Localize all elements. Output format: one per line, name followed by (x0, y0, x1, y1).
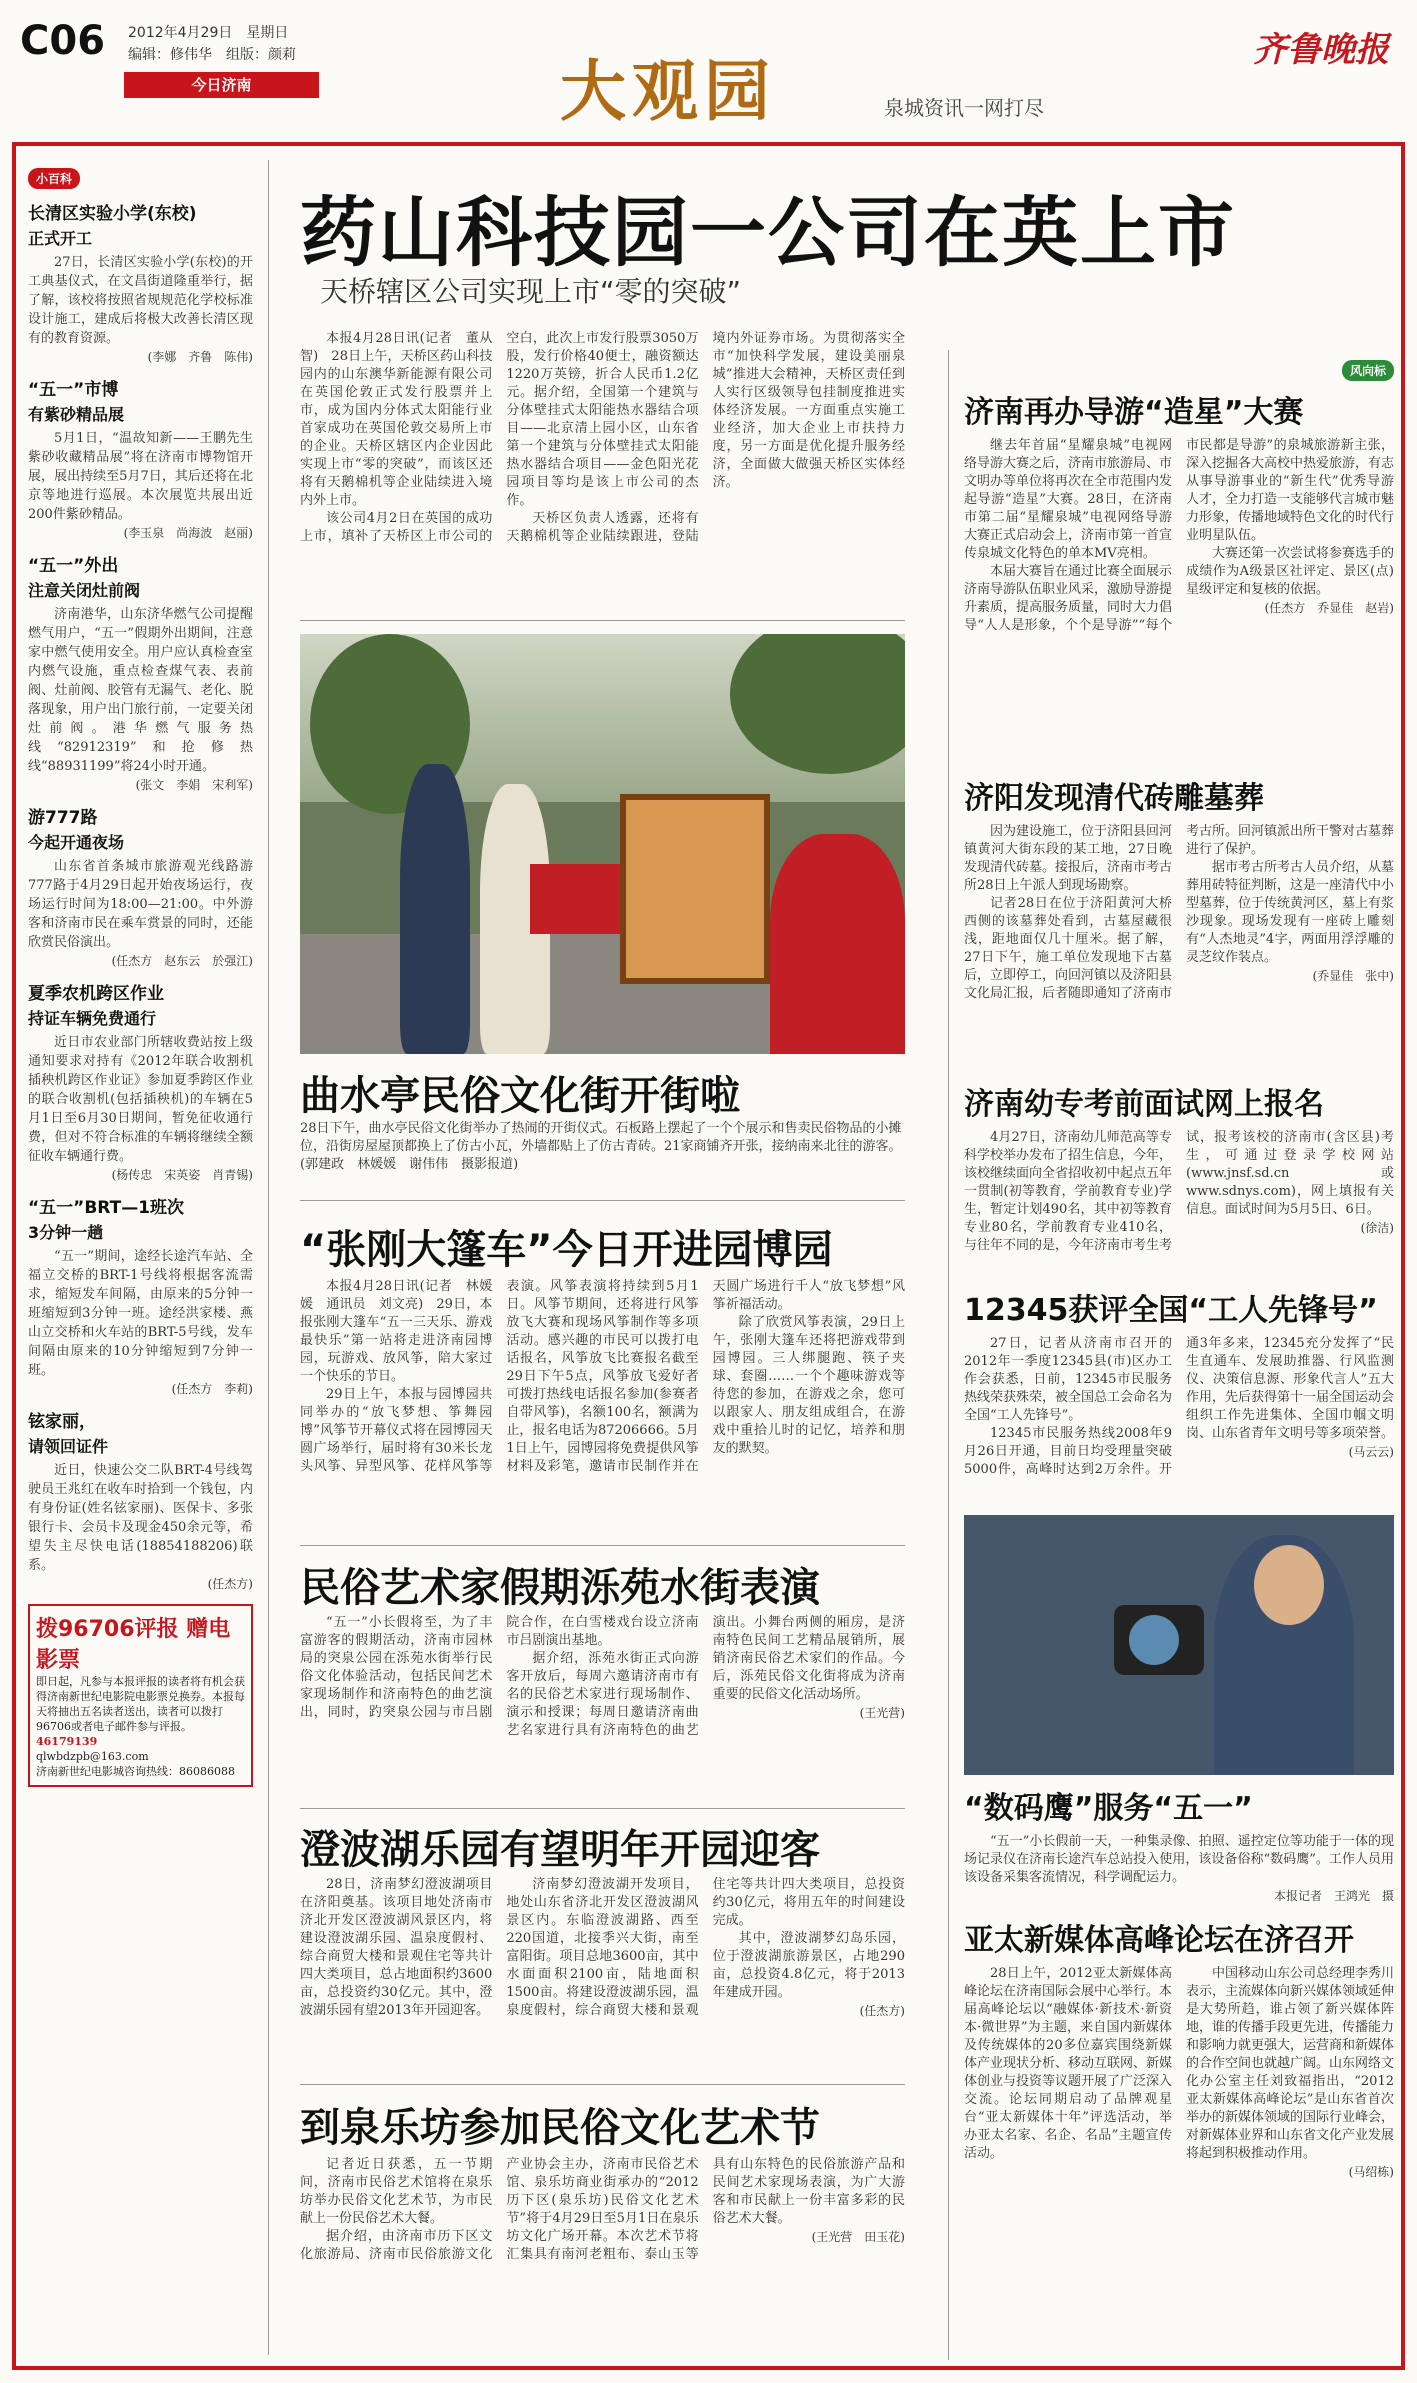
r2-headline: 济阳发现清代砖雕墓葬 (964, 781, 1264, 816)
issue-date: 2012年4月29日 星期日 (128, 25, 289, 41)
r1-headline: 济南再办导游“造星”大赛 (964, 395, 1304, 430)
brief-item (28, 1407, 253, 1594)
digital-eagle-photo (964, 1515, 1394, 1775)
brief-byline: (张文 李娟 宋利军) (135, 778, 253, 792)
divider (300, 1808, 905, 1809)
ad-phone: 46179139 (36, 1735, 98, 1748)
lead-body: 本报4月28日讯(记者 董从智) 28日上午，天桥区药山科技园内的山东澳华新能源有限公司在英国伦敦正式发行股票并上市，成为国内分体式太阳能行业首家成功在英国伦敦交易所上市的企业。天桥区辖区内企业因此实现上市“零的突破”，而该区还将有天鹅棉机等企业陆续进入境内外上市。 该公司4月2日在英国的成功上市，填补了天桥区上市公司的空白，此次上市发行股票3050万股，发行价格40便士，融资额达1220万英镑，折合人民币1.2亿元。据介绍，全国第一个建筑与分体壁挂式太阳能热水器结合项目——北京清上园小区，山东省第一个建筑与分体壁挂式太阳能热水器结合项目——金色阳光花园项目等均是该上市公司的杰作。 天桥区负责人透露，还将有天鹅棉机等企业陆续跟进，登陆境内外证券市场。为贯彻落实全市“加快科学发展，建设美丽泉城”推进大会精神，天桥区责任到人实行区级领导包挂制度推进实体经济发展。一方面重点实施工业经济，加大企业上市扶持力度，另一方面是优化提升服务经济，全面做大做强天桥区实体经济。 (300, 331, 905, 544)
brief-title: “五一”外出 (28, 556, 119, 576)
brief-subtitle: 注意关闭灶前阀 (28, 581, 141, 600)
story4-body: 28日，济南梦幻澄波湖项目在济阳奠基。该项目地处济南市济北开发区澄波湖风景区内，将建设澄波湖乐园、温泉度假村、综合商贸大楼和景观住宅等共计四大类项目，总占地面积约3600亩，总投资约30亿元。其中，澄波湖乐园有望2013年开园迎客。 济南梦幻澄波湖开发项目，地处山东省济北开发区澄波湖风景区内。东临澄波湖路、西至220国道，北接季兴大街，南至富阳街。项目总地3600亩，其中水面面积2100亩，陆地面积1500亩。将建设澄波湖乐园，温泉度假村，综合商贸大楼和景观住宅等共计四大类项目，总投资约30亿元，将用五年的时间建设完成。 其中，澄波湖梦幻岛乐园，位于澄波湖旅游景区，占地290亩，总投资4.8亿元，将于2013年建成开园。 (任杰方) (300, 1877, 905, 2018)
story5-body: 记者近日获悉，五一节期间，济南市民俗艺术馆将在泉乐坊举办民俗文化艺术节，为市民献上一份民俗艺术大餐。 据介绍，由济南市历下区文化旅游局、济南市民俗旅游文化产业协会主办，济南市民俗艺术馆、泉乐坊商业街承办的“2012历下区(泉乐坊)民俗文化艺术节”将于4月29日至5月1日在泉乐坊文化广场开幕。本次艺术节将汇集具有南河老粗布、泰山玉等具有山东特色的民俗旅游产品和民间艺术家现场表演，为广大游客和市民献上一份丰富多彩的民俗艺术大餐。 (王光营 田玉花) (300, 2157, 905, 2262)
right-column (964, 360, 1394, 2205)
ad-body: 即日起，凡参与本报评报的读者将有机会获得济南新世纪电影院电影票兑换券。本报每天将抽出五名读者送出，读者可以拨打96706或者电子邮件参与评报。 (36, 1675, 245, 1733)
divider (300, 620, 905, 621)
brief-title: 长清区实验小学(东校) (28, 204, 197, 224)
page-number: C06 (20, 18, 106, 64)
ad-title: 拨96706评报 赠电影票 (36, 1617, 231, 1673)
brief-subtitle: 请领回证件 (28, 1437, 109, 1456)
brief-item (28, 979, 253, 1185)
r5-caption: “五一”小长假前一天，一种集录像、拍照、遥控定位等功能于一体的现场记录仪在济南长途汽车总站投入使用，该设备俗称“数码鹰”。工作人员用该设备采集客流情况，科学调配运力。 本报记者 王鸿光 摄 (964, 1834, 1394, 1903)
brief-subtitle: 3分钟一趟 (28, 1223, 104, 1242)
lead-headline: 药山科技园一公司在英上市 (300, 188, 1236, 277)
story4-headline: 澄波湖乐园有望明年开园迎客 (300, 1827, 820, 1873)
brief-title: 夏季农机跨区作业 (28, 984, 164, 1004)
story2-headline: “张刚大篷车”今日开进园博园 (300, 1227, 833, 1273)
brief-byline: (任杰方 赵东云 於强江) (111, 954, 253, 968)
newspaper-logo: 齐鲁晚报 (1253, 30, 1389, 70)
news-brief-sidebar (28, 160, 253, 2360)
r6-body: 28日上午，2012亚太新媒体高峰论坛在济南国际会展中心举行。本届高峰论坛以“融媒体·新技术·新资本·微世界”为主题，来自国内新媒体及传统媒体的20多位嘉宾围绕新媒体产业现状分析、移动互联网、新媒体创业与投资等议题开展了广泛深入交流。论坛同期启动了品牌观星台“亚太新媒体十年”评选活动，举办亚太名家、名企、名品”主题宣传活动。 中国移动山东公司总经理李秀川表示，主流媒体向新兴媒体领域延伸是大势所趋，谁占领了新兴媒体阵地，谁的传播手段更先进，传播能力和影响力就更强大，运营商和新媒体的合作空间也就越广阔。山东网络文化办公室主任刘致福指出，“2012亚太新媒体高峰论坛”是山东省首次举办的新媒体领域的国际行业峰会，对新媒体业界和山东省文化产业发展将起到积极推动作用。 (马绍栋) (964, 1966, 1394, 2179)
brief-byline: (李玉泉 尚海波 赵丽) (123, 526, 253, 540)
brief-item (28, 551, 253, 795)
divider (948, 350, 949, 2360)
story1-caption: 28日下午，曲水亭民俗文化街举办了热闹的开街仪式。石板路上摆起了一个个展示和售卖民俗物品的小摊位，沿街房屋屋顶都换上了仿古小瓦，外墙都贴上了仿古青砖。21家商铺齐开张，接纳南来北往的游客。(郭建政 林媛媛 谢伟伟 摄影报道) (300, 1121, 902, 1172)
issue-meta (128, 22, 296, 66)
brief-item (28, 1193, 253, 1399)
brief-title: “五一”市博 (28, 380, 119, 400)
page-header (0, 0, 1417, 140)
street-market-photo (300, 634, 905, 1054)
brief-item (28, 199, 253, 367)
brief-body: 5月1日，“温故知新——王鹏先生紫砂收藏精品展”将在济南市博物馆开展，展出持续至5月7日，其后还将在北京等地进行巡展。本次展览共展出近200件紫砂精品。 (28, 431, 253, 522)
lead-subheadline: 天桥辖区公司实现上市“零的突破” (320, 275, 742, 308)
r3-headline: 济南幼专考前面试网上报名 (964, 1087, 1324, 1122)
brief-title: 游777路 (28, 808, 98, 828)
brief-body: 近日市农业部门所辖收费站按上级通知要求对持有《2012年联合收割机插秧机跨区作业证》参加夏季跨区作业的联合收割机(包括插秧机)的车辆在5月1日至6月30日期间，暂免征收通行费，但对不符合标准的车辆将继续全额征收车辆通行费。 (28, 1035, 253, 1164)
brief-byline: (任杰方) (207, 1577, 253, 1591)
story1-headline: 曲水亭民俗文化街开街啦 (300, 1073, 740, 1119)
divider (300, 1200, 905, 1201)
brief-body: 27日，长清区实验小学(东校)的开工典基仪式，在文昌街道隆重举行，据了解，该校将按照省规规范化学校标准设计施工，建成后将极大改善长清区现有的教育资源。 (28, 255, 253, 346)
section-tag: 今日济南 (124, 72, 319, 98)
r5-headline: “数码鹰”服务“五一” (964, 1791, 1253, 1826)
story5-headline: 到泉乐坊参加民俗文化艺术节 (300, 2105, 820, 2151)
brief-byline: (任杰方 李莉) (171, 1382, 253, 1396)
right-badge: 风向标 (1342, 360, 1394, 381)
reader-ad (28, 1604, 253, 1787)
brief-body: “五一”期间，途经长途汽车站、全福立交桥的BRT-1号线将根据客流需求，缩短发车间隔，由原来的5分钟一班缩短到3分钟一班。途经洪家楼、燕山立交桥和火车站的BRT-5号线，发车间隔由原来的10分钟缩短到7分钟一班。 (28, 1249, 253, 1378)
sidebar-badge: 小百科 (28, 168, 80, 189)
section-title: 大观园 (560, 52, 776, 130)
r4-body: 27日，记者从济南市召开的2012年一季度12345县(市)区办工作会获悉，日前，12345市民服务热线荣获殊荣，被全国总工会命名为全国“工人先锋号”。 12345市民服务热线2008年9月26日开通，目前日均受理量突破5000件，高峰时达到2万余件。开通3年多来，12345充分发挥了“民生直通车、发展助推器、行风监测仪、决策信息源、形象代言人”五大作用，先后获得第十一届全国运动会组织工作先进集体、全国巾帼文明岗、山东省青年文明号等多项荣誉。 (马云云) (964, 1336, 1394, 1477)
r1-body: 继去年首届“星耀泉城”电视网络导游大赛之后，济南市旅游局、市文明办等单位将再次在全市范围内发起导游“造星”大赛。28日，在济南市第二届“星耀泉城”电视网络导游大赛正式启动会上，济南市第一首宣传泉城文化特色的单本MV亮相。 本届大赛旨在通过比赛全面展示济南导游队伍职业风采，激励导游提升素质，提高服务质量，同时大力倡导“人人是形象，个个是导游”“每个市民都是导游”的泉城旅游新主张，深入挖掘各大高校中热爱旅游，有志从事导游事业的“新生代”优秀导游人才，全力打造一支能够代言城市魅力形象，传播地域特色文化的时代行业明星队伍。 大赛还第一次尝试将参赛选手的成绩作为A级景区社评定、景区(点)星级评定和复核的依据。 (任杰方 乔显佳 赵岩) (964, 438, 1394, 633)
divider (300, 1545, 905, 1546)
r2-body: 因为建设施工，位于济阳县回河镇黄河大街东段的某工地，27日晚发现清代砖墓。接报后，济南市考古所28日上午派人到现场勘察。 记者28日在位于济阳黄河大桥西侧的该墓葬处看到，古墓屋藏很浅，距地面仅几十厘米。据了解，27日下午，施工单位发现地下古墓后，立即停工，向回河镇以及济阳县文化局汇报，后者随即通知了济南市考古所。回河镇派出所干警对古墓葬进行了保护。 据市考古所考古人员介绍，从墓葬用砖特征判断，这是一座清代中小型墓葬，位于传统黄河区，墓上有浆沙现象。现场发现有一座砖上雕刻有“人杰地灵”4字，两面用浮浮雕的灵芝纹作装点。 (乔显佳 张中) (964, 824, 1394, 1001)
divider (300, 2084, 905, 2085)
story2-body: 本报4月28日讯(记者 林媛媛 通讯员 刘文亮) 29日，本报张刚大篷车“五一三天乐、游戏最快乐”第一站将走进济南园博园，玩游戏、放风筝，陪大家过一个快乐的节日。 29日上午，本报与园博园共同举办的“放飞梦想、筝舞园博”风筝节开幕仪式将在园博园天圆广场举行，届时将有30米长龙头风筝、异型风筝、花样风筝等表演。风筝表演将持续到5月1日。风筝节期间，还将进行风筝放飞大赛和现场风筝制作等多项活动。感兴趣的市民可以拨打电话报名，风筝放飞比赛报名截至29日下午5点，风筝放飞爱好者可拨打热线电话报名参加(参赛者自带风筝)，名额100名，额满为止，报名电话为87206666。5月1日上午，园博园将免费提供风筝材料及彩笔，邀请市民制作并在天圆广场进行千人“放飞梦想”风筝祈福活动。 除了欣赏风筝表演，29日上午，张刚大篷车还将把游戏带到园博园。三人绑腿跑、筷子夹球、套圈……一个个趣味游戏等待您的参加，在游戏之余，您可以跟家人、朋友组成组合，在游戏中重拾儿时的记忆，培养和朋友的默契。 (300, 1279, 905, 1474)
section-slogan: 泉城资讯一网打尽 (884, 96, 1044, 120)
brief-subtitle: 正式开工 (28, 229, 93, 248)
brief-subtitle: 今起开通夜场 (28, 833, 125, 852)
brief-item (28, 375, 253, 543)
brief-body: 近日，快速公交二队BRT-4号线驾驶员王兆红在收车时拾到一个钱包，内有身份证(姓名铉家丽)、医保卡、多张银行卡、会员卡及现金450余元等，希望失主尽快电话(18854188206)联系。 (28, 1463, 253, 1573)
brief-item (28, 803, 253, 971)
brief-subtitle: 持证车辆免费通行 (28, 1009, 157, 1028)
brief-title: “五一”BRT—1班次 (28, 1198, 185, 1218)
story3-headline: 民俗艺术家假期泺苑水街表演 (300, 1565, 820, 1611)
editors: 编辑：修伟华 组版：颜莉 (128, 47, 296, 63)
brief-byline: (杨传忠 宋英姿 肖青锡) (111, 1168, 253, 1182)
divider (268, 160, 269, 2355)
r4-headline: 12345获评全国“工人先锋号” (964, 1293, 1378, 1328)
brief-subtitle: 有紫砂精品展 (28, 405, 125, 424)
brief-body: 济南港华，山东济华燃气公司提醒燃气用户，“五一”假期外出期间，注意家中燃气使用安全。用户应认真检查室内燃气设施，重点检查煤气表、表前阀、灶前阀、胶管有无漏气、老化、脱落现象，用户出门旅行前，一定要关闭灶前阀。港华燃气服务热线“82912319”和抢修热线“88931199”将24小时开通。 (28, 607, 253, 774)
ad-email: qlwbdzpb@163.com (36, 1750, 149, 1763)
brief-body: 山东省首条城市旅游观光线路游777路于4月29日起开始夜场运行，夜场运行时间为18:00—21:00。中外游客和济南市民在乘车赏景的同时，还能欣赏民俗演出。 (28, 859, 253, 950)
ad-footer: 济南新世纪电影城咨询热线：86086088 (36, 1765, 235, 1778)
r3-body: 4月27日，济南幼儿师范高等专科学校举办发布了招生信息，今年，该校继续面向全省招收初中起点五年一贯制(初等教育，学前教育专业)学生，暂定计划490名，其中初等教育专业80名，学前教育专业410名，与往年不同的是，今年济南市考生考试，报考该校的济南市(含区县)考生，可通过登录学校网站(www.jnsf.sd.cn或www.sdnys.com)，网上填报有关信息。面试时间为5月5日、6日。 (徐洁) (964, 1130, 1394, 1253)
r6-headline: 亚太新媒体高峰论坛在济召开 (964, 1923, 1354, 1958)
brief-title: 铉家丽， (28, 1412, 96, 1432)
story3-body: “五一”小长假将至，为了丰富游客的假期活动，济南市园林局的突泉公园在泺苑水街举行民俗文化体验活动，包括民间艺术家现场制作和济南特色的曲艺演出，同时，趵突泉公园与市吕剧院合作，在白雪楼戏台设立济南市吕剧演出基地。 据介绍，泺苑水街正式向游客开放后，每周六邀请济南市有名的民俗艺术家进行现场制作、演示和授课；每周日邀请济南曲艺名家进行具有济南特色的曲艺演出。小舞台两侧的厢房，是济南特色民间工艺精品展销所，展销济南民俗艺术家们的作品。今后，泺苑民俗文化街将成为济南重要的民俗文化活动场所。 (王光营) (300, 1615, 905, 1738)
brief-byline: (李娜 齐鲁 陈伟) (147, 350, 253, 364)
